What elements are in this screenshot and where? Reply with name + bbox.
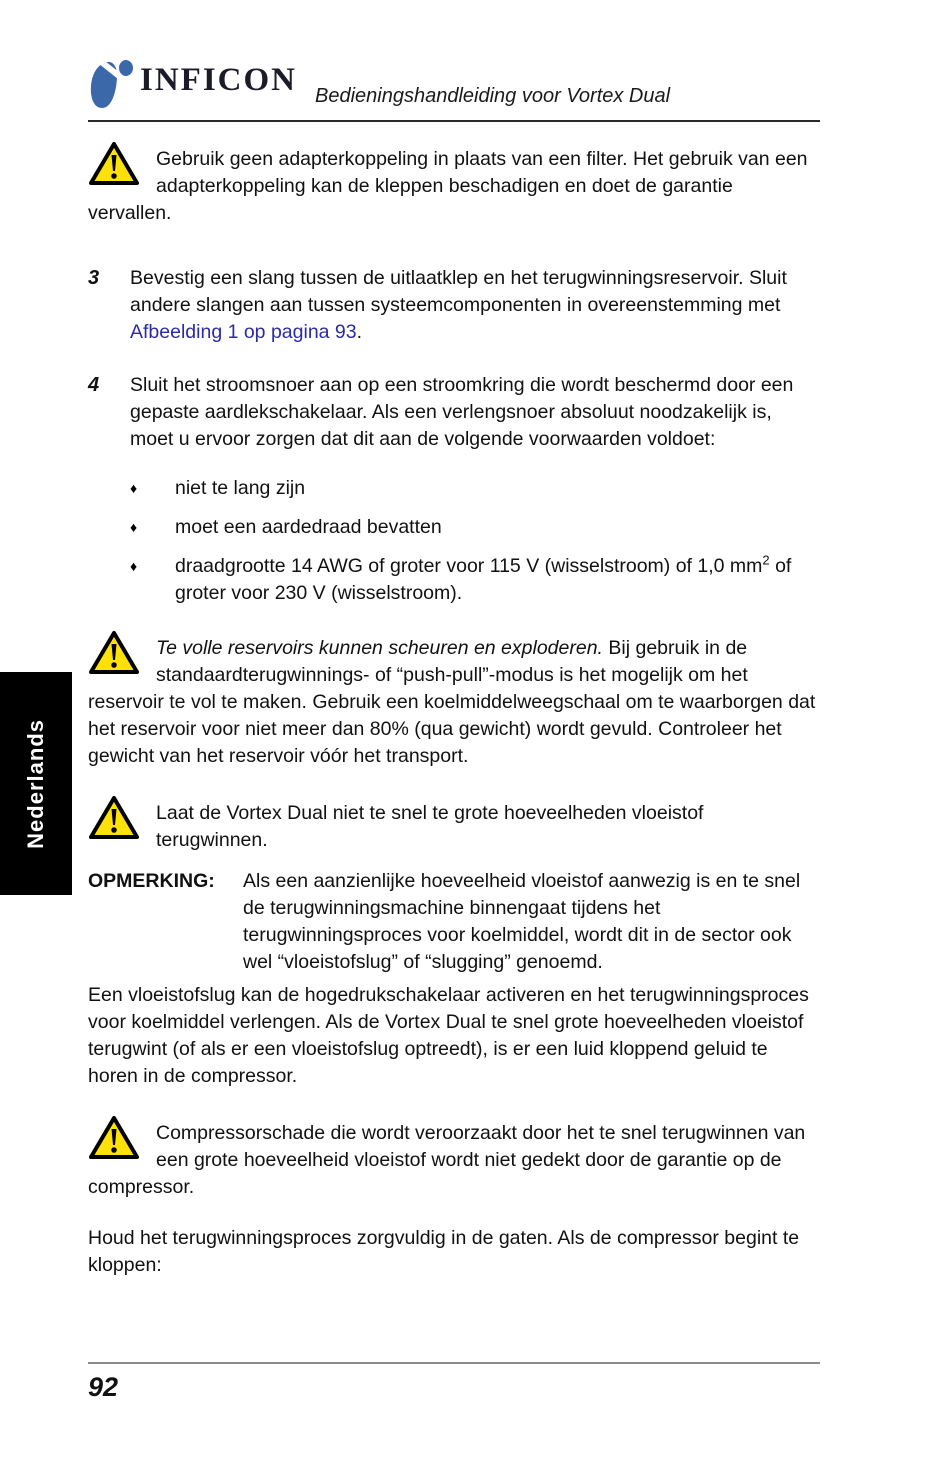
step-text: Sluit het stroomsnoer aan op een stroomkring die wordt beschermd door een gepaste aardlekschakelaar. Als een verlengsnoer absoluut noodzakelijk is, moet u ervoor zorgen dat dit aan de volgende voorwaarden voldoet: (130, 374, 794, 450)
superscript: 2 (762, 552, 770, 568)
note-block (88, 868, 820, 976)
bullet-text-pre: draadgrootte 14 AWG of groter voor 115 V (wisselstroom) of 1,0 mm (175, 555, 763, 577)
bullet-text-post: of groter voor 230 V (wisselstroom). (175, 555, 792, 604)
list-item-text: niet te lang zijn (175, 477, 306, 499)
list-item-text (175, 553, 803, 607)
inficon-logo-icon (88, 56, 138, 110)
language-tab-nederlands (0, 672, 72, 895)
warning-text: Compressorschade die wordt veroorzaakt door het te snel terugwinnen van een grote hoeveelheid vloeistof wordt niet gedekt door de garantie op de compressor. (88, 1122, 806, 1198)
list-item (88, 475, 820, 502)
warning-triangle-icon (88, 140, 140, 187)
note-label: OPMERKING: (88, 870, 215, 892)
diamond-bullet-icon: ♦ (130, 558, 138, 574)
list-item-text: moet een aardedraad bevatten (175, 516, 442, 538)
step-item-3 (88, 265, 820, 346)
warning-text: Bij gebruik in de standaardterugwinnings- of “push-pull”-modus is het mogelijk om het reservoir te vol te maken. Gebruik een koelmiddelweegschaal om te waarborgen dat het reservoir voor niet meer dan 80% (qua gewicht) wordt gevuld. Controleer het gewicht van het reservoir vóór het transport. (88, 637, 816, 767)
page-header (88, 0, 820, 122)
page-number: 92 (88, 1372, 119, 1402)
warning-block-adapter (88, 146, 820, 227)
step-text (130, 265, 820, 346)
step-item-4 (88, 372, 820, 453)
language-tab-label: Nederlands (23, 718, 48, 849)
page-title: Bedieningshandleiding voor Vortex Dual (315, 85, 671, 107)
warning-block-full-reservoirs (88, 635, 820, 770)
note-text: Als een aanzienlijke hoeveelheid vloeistof aanwezig is en te snel de terugwinningsmachine binnengaat tijdens het terugwinningsproces voor koelmiddel, wordt dit in de sector ook wel “vloeistofslug” of “slugging” genoemd. (243, 870, 801, 973)
diamond-bullet-icon: ♦ (130, 480, 138, 496)
step-number: 3 (88, 267, 100, 289)
warning-triangle-icon (88, 1114, 140, 1161)
warning-text: Laat de Vortex Dual niet te snel te grote hoeveelheden vloeistof terugwinnen. (156, 802, 704, 851)
step-text-before-link: Bevestig een slang tussen de uitlaatklep en het terugwinningsreservoir. Sluit andere slangen aan tussen systeemcomponenten in overeenstemming met (130, 267, 787, 316)
step-number: 4 (88, 374, 100, 396)
list-item (88, 553, 820, 607)
warning-text-italic: Te volle reservoirs kunnen scheuren en exploderen. (156, 637, 603, 659)
step-text-after-link: . (356, 321, 363, 343)
warning-block-liquid-speed (88, 800, 820, 854)
footer-divider (88, 1362, 820, 1364)
conditions-bullet-list (88, 475, 820, 607)
figure-reference-link[interactable]: Afbeelding 1 op pagina 93 (130, 321, 357, 343)
page-content (88, 0, 820, 1279)
paragraph-liquid-slug: Een vloeistofslug kan de hogedrukschakelaar activeren en het terugwinningsproces voor koelmiddel verlengen. Als de Vortex Dual te snel grote hoeveelheden vloeistof terugwint (of als er een vloeistofslug optreedt), is er een luid kloppend geluid te horen in de compressor. (88, 984, 809, 1087)
warning-triangle-icon (88, 794, 140, 841)
warning-triangle-icon (88, 629, 140, 676)
inficon-logo (88, 56, 297, 110)
diamond-bullet-icon: ♦ (130, 519, 138, 535)
paragraph-monitor-process: Houd het terugwinningsproces zorgvuldig in de gaten. Als de compressor begint te kloppen: (88, 1227, 800, 1276)
list-item (88, 514, 820, 541)
inficon-logo-text: INFICON (140, 62, 298, 98)
warning-text: Gebruik geen adapterkoppeling in plaats van een filter. Het gebruik van een adapterkoppeling kan de kleppen beschadigen en doet de garantie vervallen. (88, 148, 808, 224)
warning-block-compressor-damage (88, 1120, 820, 1201)
